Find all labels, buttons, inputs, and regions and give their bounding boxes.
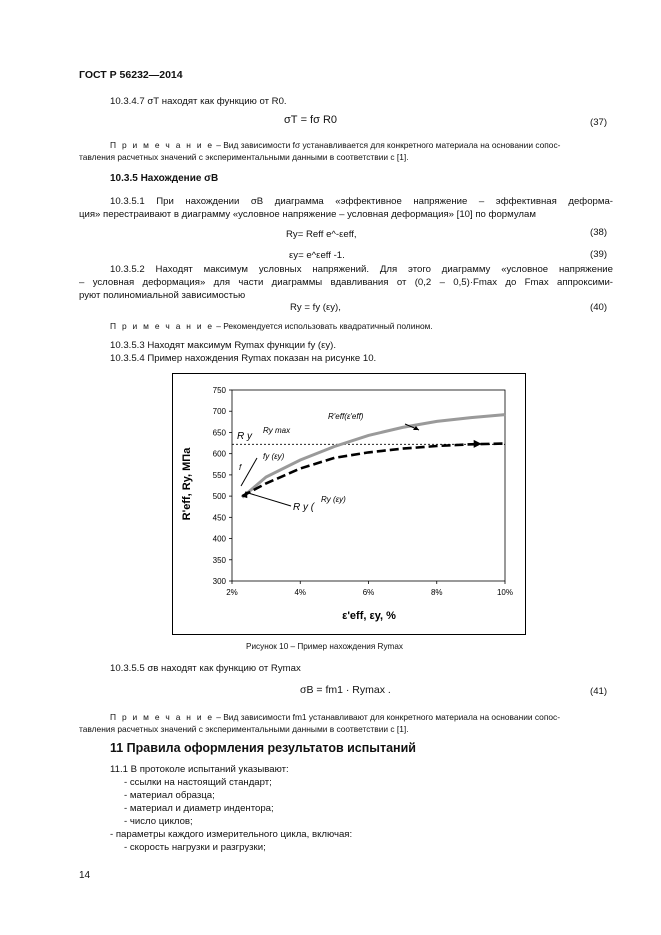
label-ry-prefix: R y ( (293, 502, 315, 513)
formula-40-number: (40) (590, 302, 608, 313)
arrow-ry (245, 492, 291, 506)
y-tick-label: 550 (212, 470, 226, 480)
list-item: - параметры каждого измерительного цикла, включая: (110, 829, 353, 840)
y-tick-label: 500 (212, 492, 226, 502)
list-item: - число циклов; (124, 816, 193, 827)
x-tick-label: 4% (294, 588, 307, 597)
para-10353: 10.3.5.3 Находят максимум Rymax функции fy (εy). (110, 340, 337, 351)
ry-arrow-head (474, 440, 482, 448)
formula-40: Ry = fy (εy), (290, 302, 341, 313)
formula-41-number: (41) (590, 686, 608, 697)
label-fy: fy (εy) (263, 452, 285, 461)
section-1035-title: 10.3.5 Нахождение σВ (110, 173, 219, 184)
y-tick-label: 750 (212, 386, 226, 395)
para-10347: 10.3.4.7 σТ находят как функцию от R0. (110, 96, 287, 107)
label-rmax-b: Ry max (263, 426, 291, 435)
formula-39: εy= e^εeff -1. (289, 250, 345, 261)
list-item: - материал и диаметр индентора; (124, 803, 274, 814)
note-1-line2: тавления расчетных значений с экспериментальными данными в соответствии с [1]. (79, 152, 409, 162)
y-tick-label: 400 (212, 534, 226, 544)
formula-37: σТ = fσ R0 (284, 114, 338, 126)
para-11-1: 11.1 В протоколе испытаний указывают: (110, 764, 289, 775)
y-tick-label: 600 (212, 449, 226, 459)
formula-37-number: (37) (590, 117, 608, 128)
section-11-title: 11 Правила оформления результатов испытаний (110, 741, 416, 755)
para-10352-line1: 10.3.5.2 Находят максимум условных напряжений. Для этого диаграмму «условное напряжение (110, 264, 613, 275)
note-1 (110, 140, 560, 152)
label-reff: R'eff(ε'eff) (328, 412, 364, 421)
para-10351-line2: ция» перестраивают в диаграмму «условное напряжение – условная деформация» [10] по формулам (79, 209, 536, 220)
note-2-text: – Рекомендуется использовать квадратичный полином. (213, 321, 433, 331)
note-3-text: – Вид зависимости fm1 устанавливают для конкретного материала на основании сопос- (213, 712, 560, 722)
x-tick-label: 6% (362, 588, 375, 597)
label-rmax-a: R y (237, 431, 252, 442)
list-item: - ссылки на настоящий стандарт; (124, 777, 272, 788)
list-item: - скорость нагрузки и разгрузки; (124, 842, 266, 853)
note-3 (110, 712, 560, 724)
x-axis-label: ε'eff, εy, % (342, 610, 396, 622)
y-axis-label: R'eff, Ry, МПа (181, 447, 193, 521)
figure-10-chart (172, 373, 526, 635)
y-tick-label: 450 (212, 513, 226, 523)
y-tick-label: 300 (212, 577, 226, 586)
x-tick-label: 2% (226, 588, 238, 597)
para-10352-line2: – условная деформация» для части диаграммы вдавливания от (0,2 – 0,5)·Fmax до Fmax аппроксими- (79, 277, 613, 288)
note-2-label: П р и м е ч а н и е (110, 321, 214, 331)
x-tick-label: 10% (496, 588, 514, 597)
formula-38: Ry= Reff e^-εeff, (286, 229, 357, 240)
para-10351-line1: 10.3.5.1 При нахождении σВ диаграмма «эффективное напряжение – эффективная деформа- (110, 196, 613, 207)
list-item: - материал образца; (124, 790, 215, 801)
figure-caption: Рисунок 10 – Пример нахождения Rymax (246, 642, 404, 651)
y-tick-label: 350 (212, 555, 226, 565)
note-1-label: П р и м е ч а н и е (110, 140, 214, 150)
para-10352-line3: руют полиномиальной зависимостью (79, 290, 246, 301)
label-ry: Ry (εy) (321, 495, 346, 504)
y-tick-label: 650 (212, 428, 226, 438)
note-2 (110, 321, 433, 333)
note-3-label: П р и м е ч а н и е (110, 712, 214, 722)
formula-41: σВ = fm1 · Rymax . (300, 684, 391, 696)
page-number: 14 (79, 870, 91, 881)
para-10355: 10.3.5.5 σв находят как функцию от Rymax (110, 663, 301, 674)
note-3-line2: тавления расчетных значений с экспериментальными данными в соответствии с [1]. (79, 724, 409, 734)
formula-38-number: (38) (590, 227, 608, 238)
label-f-small: f (239, 463, 242, 472)
formula-39-number: (39) (590, 249, 608, 260)
x-tick-label: 8% (430, 588, 443, 597)
note-1-text: – Вид зависимости fσ устанавливается для конкретного материала на основании сопос- (213, 140, 561, 150)
y-tick-label: 700 (212, 407, 226, 417)
para-10354: 10.3.5.4 Пример нахождения Rymax показан на рисунке 10. (110, 353, 377, 364)
chart-svg (173, 374, 525, 634)
page-header: ГОСТ Р 56232—2014 (79, 69, 183, 81)
arrow-fy (241, 458, 257, 486)
